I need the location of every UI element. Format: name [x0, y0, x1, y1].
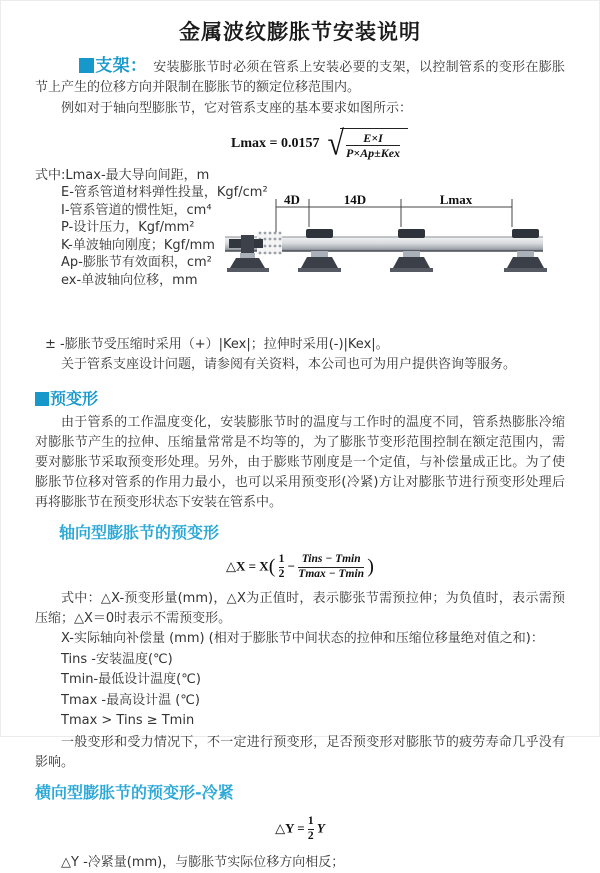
axial-x-definition: X-实际轴向补偿量 (mm) (相对于膨胀节中间状态的拉伸和压缩位移量绝对值之和)：: [61, 631, 544, 647]
lmax-formula-numerator: E×I: [346, 131, 400, 146]
temp-inequality: Tmax > Tins ≥ Tmin: [61, 713, 195, 729]
temp-definition: Tmax -最高设计温 (℃): [61, 692, 200, 708]
lateral-subsection-heading: 横向型膨胀节的预变形-冷紧: [35, 782, 234, 802]
dimension-lines: [276, 199, 512, 233]
lateral-note: △Y -冷紧量(mm)，与膨胀节实际位移方向相反；: [61, 855, 345, 871]
sqrt-radical-icon: √: [327, 124, 344, 163]
axial-formula-lhs: △X = X: [226, 558, 269, 574]
service-note: 关于管系支座设计问题，请参阅有关资料，本公司也可为用户提供咨询等服务。: [61, 356, 517, 372]
axial-formula-half: $\frac{1}{2}$: [278, 552, 285, 580]
predeform-paragraph: 由于管系的工作温度变化，安装膨胀节时的温度与工作时的温度不同，管系热膨胀冷缩对膨胀节产生的拉伸、压缩量常常是不均等的，为了膨胀节变形范围控制在额定范围内，需要对膨胀节采取预变形处理。另外，由于膨账节刚度是一个定值，与补偿量成正比。为了使膨胀节位移对管系的作用力最小，也可以采用预变形(冷紧)方让对膨胀节进行预变形处理后再将膨胀节在预变形状态下安装在管系中。: [35, 414, 565, 510]
pipe-support-diagram: [219, 193, 579, 293]
definition-line: E-管系管道材料弹性投量，Kgf/cm²: [61, 185, 268, 201]
axial-formula: △X = X( $\frac{1}{2}$ − $\frac{\text{Tins − Tmin}}{Tmax - Tmin}$ ): [226, 552, 374, 580]
section-bullet-icon: [35, 392, 49, 406]
lateral-formula-rhs: Y: [316, 820, 325, 836]
definitions-and-diagram: [35, 167, 565, 335]
predeform-section-heading: 预变形: [35, 389, 565, 409]
dim-label-4d: 4D: [284, 192, 300, 207]
lmax-formula-fraction: [346, 131, 400, 161]
definition-line: P-设计压力，Kgf/mm²: [61, 220, 195, 236]
page-title: 金属波纹膨胀节安装说明: [179, 20, 421, 44]
axial-formula-fraction: $\frac{\text{Tins − Tmin}}{Tmax - Tmin}$: [298, 552, 365, 580]
axial-formula-minus: −: [287, 558, 296, 574]
lateral-formula-lhs: △Y =: [275, 820, 305, 836]
support-intro-text: 安装膨胀节时必须在管系上安装必要的支架，以控制管系的变形在膨胀节上产生的位移方向并限制在膨胀节的额定位移范围内。: [35, 60, 565, 95]
definition-line: ex-单波轴向位移，mm: [61, 272, 198, 288]
plus-minus-note: ± -膨胀节受压缩时采用（+）|Kex|；拉伸时采用(-)|Kex|。: [45, 336, 389, 352]
axial-subsection-heading: 轴向型膨胀节的预变形: [59, 522, 220, 542]
support-example-line: 例如对于轴向型膨胀节，它对管系支座的基本要求如图所示：: [61, 101, 413, 116]
definition-line: 式中:Lmax-最大导向间距，m: [35, 167, 210, 183]
axial-closing: 一般变形和受力情况下，不一定进行预变形，足否预变形对膨胀节的疲劳寿命几乎没有影响。: [35, 734, 565, 770]
dim-label-lmax: Lmax: [439, 192, 473, 207]
lmax-formula: [231, 124, 565, 163]
section-bullet-icon: [79, 58, 94, 73]
lmax-formula-denominator: P×Ap±Kex: [345, 146, 401, 161]
lmax-formula-lhs: Lmax = 0.0157: [231, 136, 320, 152]
support-intro-paragraph: [35, 56, 565, 98]
document-body: [1, 56, 599, 873]
axial-explain: 式中：△X-预变形量(mm)，△X为正值时，表示膨张节需预拉伸；为负值时，表示需预压缩；△X＝0时表示不需预变形。: [35, 591, 565, 627]
support-section-heading: 支架：: [95, 56, 148, 76]
dim-label-14d: 14D: [343, 192, 367, 207]
definition-line: I-管系管道的惯性矩，cm⁴: [61, 202, 212, 218]
lateral-formula-half: $\frac{1}{2}$: [307, 814, 314, 842]
lateral-formula: [35, 815, 565, 844]
temp-definition: Tmin-最低设计温度(℃): [61, 672, 201, 688]
definition-line: K-单波轴向刚度；Kgf/mm: [61, 237, 215, 253]
definition-line: Ap-膨胀节有效面积，cm²: [61, 255, 212, 271]
temp-definition: Tins -安装温度(℃): [61, 651, 173, 667]
